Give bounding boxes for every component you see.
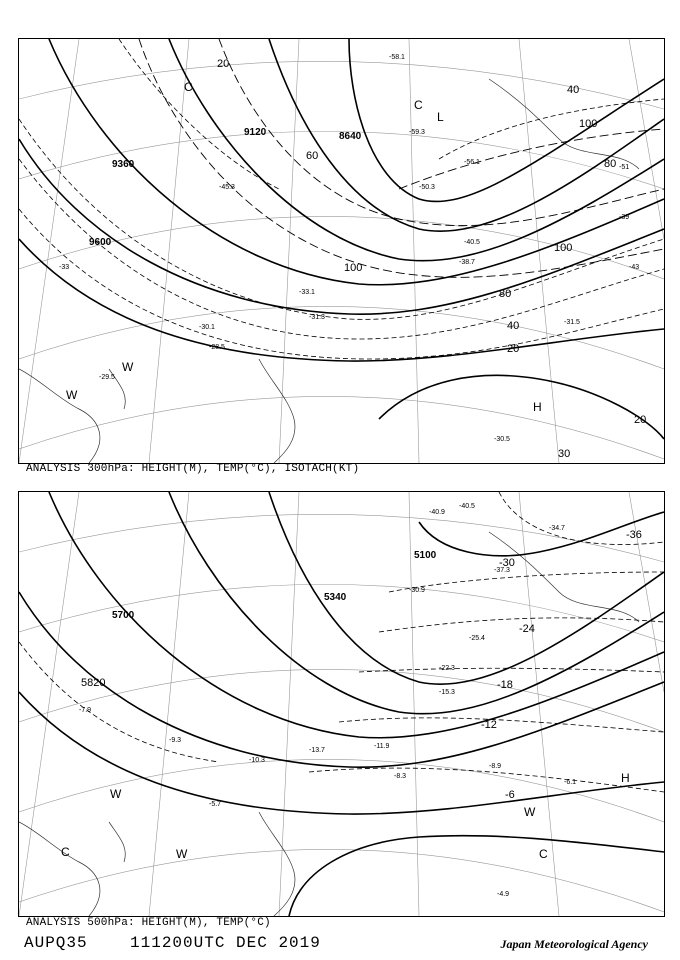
caption-500hpa: ANALYSIS 500hPa: HEIGHT(M), TEMP(°C) [26, 917, 271, 929]
pressure-system-low: L [437, 110, 444, 124]
isotach-label: 80 [499, 288, 512, 300]
obs-value: -33 [59, 264, 70, 271]
obs-value: -38.7 [459, 259, 475, 266]
pressure-system-cold: C [539, 847, 548, 861]
isotach-label: 40 [567, 84, 580, 96]
obs-value: -39 [619, 214, 630, 221]
height-label-5820: 5820 [81, 677, 106, 689]
isotach-label: 20 [217, 58, 230, 70]
height-label-5700: 5700 [112, 610, 135, 621]
isotach-label: 20 [634, 414, 647, 426]
obs-value: -9.3 [169, 737, 182, 744]
obs-value: -30.1 [199, 324, 215, 331]
isotach-label: 60 [306, 150, 319, 162]
obs-value: -37.3 [494, 567, 510, 574]
obs-value: -43 [629, 264, 640, 271]
obs-value: -33.1 [299, 289, 315, 296]
temp-label: -24 [519, 623, 535, 635]
obs-value: -40.5 [464, 239, 480, 246]
height-label-8640: 8640 [339, 131, 362, 142]
isotachs [139, 39, 664, 277]
pressure-system-warm: W [122, 360, 134, 374]
pressure-system-cold: C [414, 98, 423, 112]
obs-value: -59.3 [409, 129, 425, 136]
chart-500hpa-graphic [19, 492, 664, 916]
isotach-label: 80 [604, 158, 617, 170]
isotach-label: 20 [507, 343, 520, 355]
obs-value: -25.4 [469, 635, 485, 642]
isotach-label: 100 [579, 118, 598, 130]
obs-value: -10.3 [249, 757, 265, 764]
obs-value: -28.5 [209, 344, 225, 351]
coastline [19, 79, 639, 463]
pressure-system-cold: C [184, 80, 193, 94]
height-label-5100: 5100 [414, 550, 437, 561]
obs-value: -31.5 [564, 319, 580, 326]
obs-value: -8.3 [394, 773, 407, 780]
obs-value: -29.5 [99, 374, 115, 381]
obs-value: -40.5 [459, 503, 475, 510]
pressure-system-cold: C [61, 845, 70, 859]
bulletin-code: AUPQ35 111200UTC DEC 2019 [24, 934, 321, 952]
obs-value: -8.9 [489, 763, 502, 770]
obs-value: -51 [619, 164, 630, 171]
obs-value: -31.3 [309, 314, 325, 321]
obs-value: -4.9 [497, 891, 510, 898]
height-label-9120: 9120 [244, 127, 267, 138]
temp-label: -30 [499, 557, 515, 569]
pressure-system-warm: W [176, 847, 188, 861]
pressure-system-warm: W [110, 787, 122, 801]
pressure-system-high: H [533, 400, 542, 414]
agency-name: Japan Meteorological Agency [500, 937, 648, 951]
obs-value: -13.7 [309, 747, 325, 754]
isotach-label: 100 [554, 242, 573, 254]
height-label-9360: 9360 [112, 159, 135, 170]
obs-value: -5.7 [209, 801, 222, 808]
obs-value: -30.5 [494, 436, 510, 443]
obs-value: -6.1 [564, 779, 577, 786]
obs-value: -50.3 [419, 184, 435, 191]
pressure-system-high: H [621, 771, 630, 785]
obs-value: -30.9 [409, 587, 425, 594]
chart-300hpa [18, 38, 665, 464]
obs-value: -22.3 [439, 665, 455, 672]
height-label-9600: 9600 [89, 237, 112, 248]
station-observations [59, 54, 639, 443]
height-contours [19, 492, 664, 916]
obs-value: -7.9 [79, 707, 92, 714]
height-label-5340: 5340 [324, 592, 347, 603]
temp-label: -18 [497, 679, 513, 691]
obs-value: -56.1 [464, 159, 480, 166]
temperature-isotherms [19, 492, 664, 792]
chart-300hpa-graphic [19, 39, 664, 463]
obs-value: -45.3 [219, 184, 235, 191]
temp-label: -6 [505, 789, 515, 801]
chart-500hpa [18, 491, 665, 917]
pressure-system-warm: W [524, 805, 536, 819]
obs-value: -15.3 [439, 689, 455, 696]
obs-value: -34.7 [549, 525, 565, 532]
graticule [19, 492, 664, 916]
isotach-label: 30 [558, 448, 571, 460]
isotach-label: 40 [507, 320, 520, 332]
temp-label: -12 [481, 719, 497, 731]
caption-300hpa: ANALYSIS 300hPa: HEIGHT(M), TEMP(°C), ISOTACH(KT) [26, 463, 360, 475]
obs-value: -40.9 [429, 509, 445, 516]
isotach-label: 100 [344, 262, 363, 274]
obs-value: -58.1 [389, 54, 405, 61]
temp-label: -36 [626, 529, 642, 541]
obs-value: -11.9 [374, 743, 390, 750]
pressure-system-warm: W [66, 388, 78, 402]
